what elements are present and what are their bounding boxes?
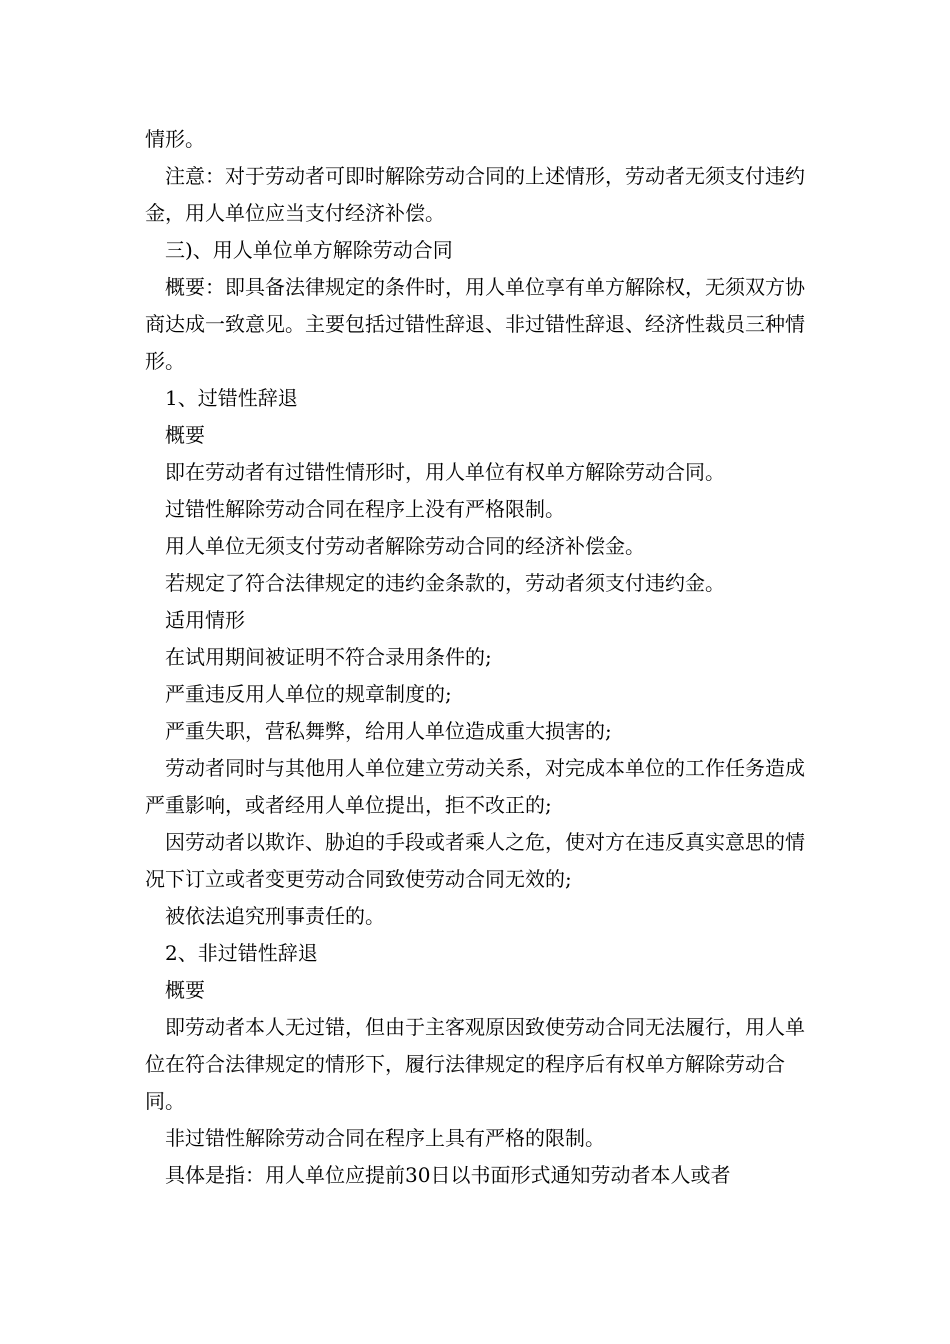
list-item-fraud: 因劳动者以欺诈、胁迫的手段或者乘人之危，使对方在违反真实意思的情况下订立或者变更劳动合同致使劳动合同无效的; bbox=[145, 830, 805, 891]
document-body bbox=[145, 121, 810, 1194]
paragraph-fault-procedure: 过错性解除劳动合同在程序上没有严格限制。 bbox=[165, 497, 565, 521]
label-summary-2: 概要 bbox=[165, 978, 205, 1002]
subheading-fault-dismissal: 1、过错性辞退 bbox=[165, 386, 298, 410]
paragraph-nonfault-definition: 即劳动者本人无过错，但由于主客观原因致使劳动合同无法履行，用人单位在符合法律规定的情形下，履行法律规定的程序后有权单方解除劳动合同。 bbox=[145, 1015, 805, 1113]
paragraph-nonfault-procedure: 非过错性解除劳动合同在程序上具有严格的限制。 bbox=[165, 1126, 605, 1150]
paragraph-nonfault-notice: 具体是指：用人单位应提前30日以书面形式通知劳动者本人或者 bbox=[165, 1163, 731, 1187]
list-item-negligence: 严重失职，营私舞弊，给用人单位造成重大损害的; bbox=[165, 719, 612, 743]
paragraph-fault-compensation: 用人单位无须支付劳动者解除劳动合同的经济补偿金。 bbox=[165, 534, 645, 558]
list-item-rule-violation: 严重违反用人单位的规章制度的; bbox=[165, 682, 452, 706]
list-item-dual-employment: 劳动者同时与其他用人单位建立劳动关系，对完成本单位的工作任务造成严重影响，或者经用人单位提出，拒不改正的; bbox=[145, 756, 805, 817]
label-applicable-cases: 适用情形 bbox=[165, 608, 245, 632]
section-heading-unilateral-termination: 三)、用人单位单方解除劳动合同 bbox=[165, 238, 453, 262]
label-summary-1: 概要 bbox=[165, 423, 205, 447]
paragraph-fault-penalty: 若规定了符合法律规定的违约金条款的，劳动者须支付违约金。 bbox=[165, 571, 725, 595]
list-item-criminal: 被依法追究刑事责任的。 bbox=[165, 904, 385, 928]
subheading-nonfault-dismissal: 2、非过错性辞退 bbox=[165, 941, 318, 965]
paragraph-overview: 概要：即具备法律规定的条件时，用人单位享有单方解除权，无须双方协商达成一致意见。主要包括过错性辞退、非过错性辞退、经济性裁员三种情形。 bbox=[145, 275, 805, 373]
paragraph-continuation: 情形。 bbox=[145, 127, 205, 151]
paragraph-note: 注意：对于劳动者可即时解除劳动合同的上述情形，劳动者无须支付违约金，用人单位应当支付经济补偿。 bbox=[145, 164, 805, 225]
list-item-probation: 在试用期间被证明不符合录用条件的; bbox=[165, 645, 492, 669]
paragraph-fault-definition: 即在劳动者有过错性情形时，用人单位有权单方解除劳动合同。 bbox=[165, 460, 725, 484]
